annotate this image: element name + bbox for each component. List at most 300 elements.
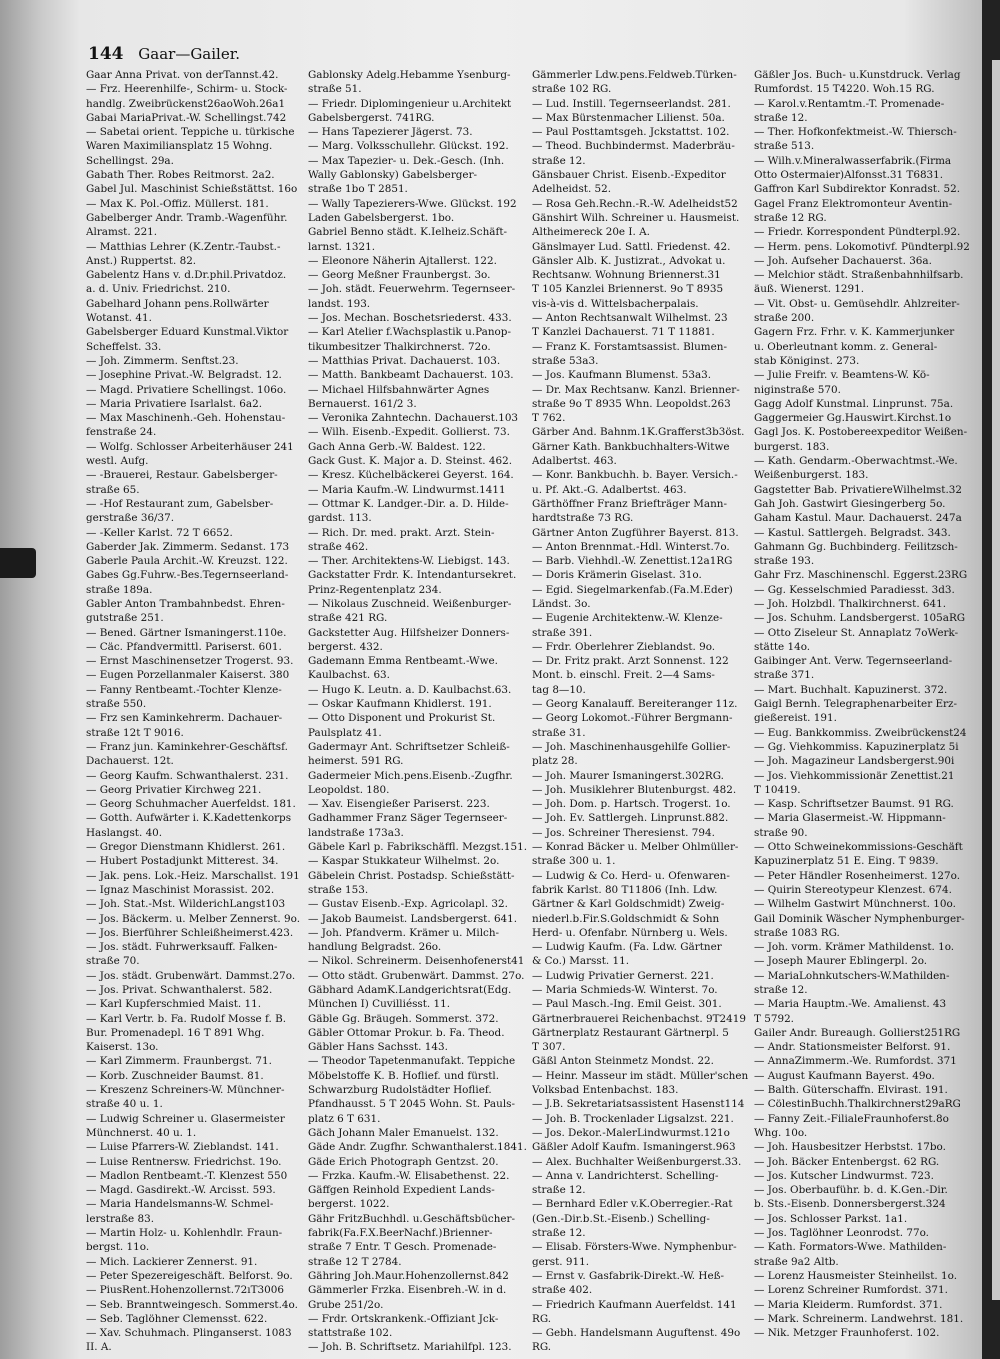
directory-entry-line: Gäbele Karl p. Fabrikschäffl. Mezgst.151. (308, 841, 528, 854)
directory-column-2 (308, 68, 530, 1353)
directory-entry-line: — Joh. B. Trockenlader Ligsalzst. 221. (532, 1112, 734, 1125)
directory-entry-line: — Konr. Bankbuchh. b. Bayer. Versich.- (532, 469, 738, 482)
directory-entry-line: — Egid. Siegelmarkenfab.(Fa.M.Eder) (532, 583, 733, 596)
directory-entry-line: Dachauerst. 12t. (86, 755, 174, 768)
directory-entry-line: straße 550. (86, 698, 147, 711)
directory-entry-line: — Joh. Maschinenhausgehilfe Gollier- (532, 740, 731, 753)
directory-entry-line: Gadhammer Franz Säger Tegernseer- (308, 812, 508, 825)
directory-entry-line: — Alex. Buchhalter Weißenburgerst.33. (532, 1155, 742, 1168)
page-header (88, 44, 240, 68)
directory-entry-line: — Anna v. Landrichterst. Schelling- (532, 1169, 719, 1182)
directory-entry-line: — Gotth. Aufwärter i. K.Kadettenkorps (86, 812, 292, 825)
directory-entry-line: straße 70. (86, 955, 140, 968)
directory-entry-line: T 307. (532, 1041, 566, 1054)
directory-entry-line: — Wilhelm Gastwirt Münchnerst. 10o. (754, 898, 956, 911)
directory-entry-line: straße 193. (754, 555, 815, 568)
directory-entry-line: straße 9a2 Altb. (754, 1255, 839, 1268)
directory-entry-line: Gahr Frz. Maschinenschl. Eggerst.23RG (754, 569, 968, 582)
directory-entry-line: handlung Belgradst. 26o. (308, 941, 442, 954)
directory-entry-line: — Joh. Stat.-Mst. WilderichLangst103 (86, 898, 286, 911)
directory-entry-line: Gäde Erich Photograph Gentzst. 20. (308, 1155, 499, 1168)
directory-entry-line: Otto Ostermaier)Alfonsst.31 T6831. (754, 169, 944, 182)
directory-entry-line: straße 12t T 9016. (86, 726, 184, 739)
directory-entry-line: Gabelsberger Eduard Kunstmal.Viktor (86, 326, 289, 339)
directory-entry-line: Alramst. 221. (86, 226, 158, 239)
directory-entry-line: gutstraße 251. (86, 612, 164, 625)
directory-entry-line: — Luise Pfarrers-W. Zieblandst. 141. (86, 1141, 279, 1154)
directory-entry-line: — Jos. Kutscher Lindwurmst. 723. (754, 1169, 934, 1182)
directory-entry-line: landstraße 173a3. (308, 826, 404, 839)
directory-entry-line: — Gustav Eisenb.-Exp. Agricolapl. 32. (308, 898, 508, 911)
directory-entry-line: Gabler Anton Trambahnbedst. Ehren- (86, 597, 285, 610)
directory-entry-line: — Dr. Fritz prakt. Arzt Sonnenst. 122 (532, 655, 729, 668)
directory-entry-line: burgerst. 183. (754, 440, 830, 453)
directory-entry-line: lerstraße 83. (86, 1212, 155, 1225)
directory-entry-line: — Herm. pens. Lokomotivf. Pündterpl.92 (754, 240, 970, 253)
directory-entry-line: Gabelsbergerst. 741RG. (308, 111, 435, 124)
directory-entry-line: äuß. Wienerst. 1291. (754, 283, 865, 296)
directory-entry-line: Gämmerler Frzka. Eisenbreh.-W. in d. (308, 1284, 507, 1297)
directory-entry-line: Gäßler Adolf Kaufm. Ismaningerst.963 (532, 1141, 736, 1154)
directory-entry-line: — Michael Hilfsbahnwärter Agnes (308, 383, 490, 396)
directory-entry-line: — Gg. Kesselschmied Paradiesst. 3d3. (754, 583, 955, 596)
directory-entry-line: — Wally Tapezierers-Wwe. Glückst. 192 (308, 197, 517, 210)
directory-entry-line: Gabath Ther. Robes Reitmorst. 2a2. (86, 169, 275, 182)
directory-entry-line: heimerst. 591 RG. (308, 755, 404, 768)
directory-entry-line: Laden Gabelsbergerst. 1bo. (308, 211, 455, 224)
directory-entry-line: — Matthias Lehrer (K.Zentr.-Taubst.- (86, 240, 281, 253)
directory-entry-line: Gänshirt Wilh. Schreiner u. Hausmeist. (532, 211, 740, 224)
directory-entry-line: Gäßler Jos. Buch- u.Kunstdruck. Verlag (754, 69, 961, 81)
directory-entry-line: — Friedr. Korrespondent Pündterpl.92. (754, 226, 961, 239)
directory-entry-line: — Georg Lokomot.-Führer Bergmann- (532, 712, 733, 725)
directory-entry-line: — Mich. Lackierer Zennerst. 91. (86, 1255, 258, 1268)
directory-entry-line: — Gg. Viehkommiss. Kapuzinerplatz 5i (754, 740, 959, 753)
directory-entry-line: — Oskar Kaufmann Khidlerst. 191. (308, 698, 492, 711)
directory-entry-line: — Mark. Schreinerm. Landwehrst. 181. (754, 1312, 964, 1325)
directory-entry-line: — Ludwig Privatier Gernerst. 221. (532, 969, 714, 982)
directory-entry-line: Pfandhausst. 5 T 2045 Wohn. St. Pauls- (308, 1098, 515, 1111)
directory-entry-line: — Joh. Hausbesitzer Herbstst. 17bo. (754, 1141, 946, 1154)
directory-entry-line: Gadermeier Mich.pens.Eisenb.-Zugfhr. (308, 769, 513, 782)
directory-column-4 (754, 68, 976, 1353)
directory-entry-line: — Georg Kaufm. Schwanthalerst. 231. (86, 769, 289, 782)
directory-entry-line: — Maria Hauptm.-We. Amalienst. 43 (754, 998, 947, 1011)
directory-entry-line: Gack Gust. K. Major a. D. Steinst. 462. (308, 455, 513, 468)
directory-entry-line: — Martin Holz- u. Kohlenhdlr. Fraun- (86, 1227, 283, 1240)
directory-entry-line: — Hugo K. Leutn. a. D. Kaulbachst.63. (308, 683, 512, 696)
directory-entry-line: platz 6 T 631. (308, 1112, 381, 1125)
directory-entry-line: straße 102 RG. (532, 83, 612, 96)
directory-entry-line: — Eugen Porzellanmaler Kaiserst. 380 (86, 669, 290, 682)
directory-entry-line: Schwarzburg Rudolstädter Hoflief. (308, 1084, 492, 1097)
directory-entry-line: handlg. Zweibrückenst26aoWoh.26a1 (86, 97, 286, 110)
directory-entry-line: fabrik(Fa.F.X.BeerNachf.)Brienner- (308, 1227, 493, 1240)
directory-entry-line: — Jos. Dekor.-MalerLindwurmst.121o (532, 1126, 730, 1139)
directory-entry-line: — Nikol. Schreinerm. Deisenhofenerst41 (308, 955, 525, 968)
directory-entry-line: straße 53a3. (532, 354, 599, 367)
directory-entry-line: — Joh. Dom. p. Hartsch. Trogerst. 1o. (532, 798, 731, 811)
directory-entry-line: — Eugenie Architektenw.-W. Klenze- (532, 612, 723, 625)
directory-entry-line: — Sabetai orient. Teppiche u. türkische (86, 126, 295, 139)
directory-entry-line: Gademann Emma Rentbeamt.-Wwe. (308, 655, 498, 668)
directory-entry-line: — Jos. Privat. Schwanthalerst. 582. (86, 984, 273, 996)
directory-entry-line: u. Oberleutnant komm. z. General- (754, 340, 938, 353)
directory-entry-line: Gagg Adolf Kunstmal. Linprunst. 75a. (754, 397, 954, 410)
directory-entry-line: Kaulbachst. 63. (308, 669, 390, 682)
directory-entry-line: fenstraße 24. (86, 426, 157, 439)
directory-entry-line: Gähring Joh.Maur.Hohenzollernst.842 (308, 1269, 509, 1282)
directory-entry-line: Kaiserst. 13o. (86, 1041, 159, 1054)
directory-entry-line: tag 8—10. (532, 683, 586, 696)
directory-entry-line: — Luise Rentnersw. Friedrichst. 19o. (86, 1155, 282, 1168)
directory-entry-line: niederl.b.Fir.S.Goldschmidt & Sohn (532, 912, 720, 925)
directory-entry-line: Gail Dominik Wäscher Nymphenburger- (754, 912, 965, 925)
directory-entry-line: — Cäc. Pfandvermittl. Pariserst. 601. (86, 640, 282, 653)
directory-entry-line: — Elisab. Försters-Wwe. Nymphenbur- (532, 1241, 737, 1254)
directory-entry-line: — Xav. Schuhmach. Plinganserst. 1083 (86, 1327, 292, 1340)
directory-entry-line: — Ernst Maschinensetzer Trogerst. 93. (86, 655, 294, 668)
directory-entry-line: — Karl Atelier f.Wachsplastik u.Panop- (308, 326, 511, 339)
directory-entry-line: Gäch Johann Maler Emanuelst. 132. (308, 1126, 499, 1139)
directory-entry-line: — Paul Masch.-Ing. Emil Geist. 301. (532, 998, 722, 1011)
directory-entry-line: Gänsbauer Christ. Eisenb.-Expeditor (532, 169, 726, 182)
directory-entry-line: Gärtner & Karl Goldschmidt) Zweig- (532, 898, 725, 911)
binder-clip (0, 548, 36, 578)
directory-entry-line: — Jos. Mechan. Boschetsriederst. 433. (308, 312, 512, 325)
directory-entry-line: — Karl Zimmerm. Fraunbergst. 71. (86, 1055, 272, 1068)
directory-entry-line: straße 300 u. 1. (532, 855, 616, 868)
directory-entry-line: — Julie Freifr. v. Beamtens-W. Kö- (754, 369, 930, 382)
directory-entry-line: — Madlon Rentbeamt.-T. Klenzest 550 (86, 1169, 288, 1182)
directory-entry-line: — -Hof Restaurant zum, Gabelsber- (86, 497, 274, 510)
directory-entry-line: hardtstraße 73 RG. (532, 512, 634, 525)
directory-entry-line: — Joh. Maurer Ismaningerst.302RG. (532, 769, 724, 782)
directory-entry-line: — Josephine Privat.-W. Belgradst. 12. (86, 369, 282, 382)
directory-entry-line: Gäbler Hans Sachsst. 143. (308, 1041, 448, 1054)
directory-entry-line: — Ludwig & Co. Herd- u. Ofenwaren- (532, 869, 730, 882)
directory-entry-line: — Nikolaus Zuschneid. Weißenburger- (308, 597, 512, 610)
directory-entry-line: — Maria Kaufm.-W. Lindwurmst.1411 (308, 483, 506, 496)
directory-entry-line: a. d. Univ. Friedrichst. 210. (86, 283, 231, 296)
directory-entry-line: Gagern Frz. Frhr. v. K. Kammerjunker (754, 326, 955, 339)
directory-entry-line: — Wilh.v.Mineralwasserfabrik.(Firma (754, 154, 952, 167)
directory-entry-line: u. Pf. Akt.-G. Adalbertst. 463. (532, 483, 687, 496)
directory-entry-line: Rechtsanw. Wohnung Briennerst.31 (532, 269, 721, 282)
directory-entry-line: Gäbelein Christ. Postadsp. Schießstätt- (308, 869, 515, 882)
directory-entry-line: — Kath. Gendarm.-Oberwachtmst.-We. (754, 455, 958, 468)
directory-entry-line: — Frzka. Kaufm.-W. Elisabethenst. 22. (308, 1169, 510, 1182)
directory-entry-line: RG. (532, 1341, 552, 1353)
directory-entry-line: Möbelstoffe K. B. Hoflief. und fürstl. (308, 1069, 500, 1082)
directory-entry-line: — Jos. Bierführer Schleißheimerst.423. (86, 926, 294, 939)
directory-entry-line: Gaffron Karl Subdirektor Konradst. 52. (754, 183, 961, 196)
directory-entry-line: — Ignaz Maschinist Morassist. 202. (86, 883, 275, 896)
directory-entry-line: T 5792. (754, 1012, 794, 1025)
directory-entry-line: — Magd. Gasdirekt.-W. Arcisst. 593. (86, 1184, 276, 1197)
directory-entry-line: fabrik Karlst. 80 T11806 (Inh. Ldw. (532, 883, 718, 896)
directory-entry-line: Volksbad Entenbachst. 183. (532, 1084, 679, 1097)
directory-column-3 (532, 68, 754, 1353)
directory-entry-line: — Otto städt. Grubenwärt. Dammst. 27o. (308, 969, 525, 982)
directory-entry-line: — PiusRent.Hohenzollernst.72ıT3006 (86, 1284, 284, 1297)
directory-entry-line: — Lud. Instill. Tegernseerlandst. 281. (532, 97, 731, 110)
directory-entry-line: straße 462. (308, 540, 369, 553)
directory-entry-line: Gärber And. Bahnm.1K.Grafferst3b3öst. (532, 426, 745, 439)
directory-entry-line: — Gebh. Handelsmann Auguftenst. 49o (532, 1327, 741, 1340)
directory-entry-line: Gagl Jos. K. Postobereexpeditor Weißen- (754, 426, 968, 439)
directory-entry-line: straße 189a. (86, 583, 153, 596)
directory-entry-line: straße 12. (754, 984, 808, 996)
directory-entry-line: niginstraße 570. (754, 383, 841, 396)
directory-entry-line: — Maria Privatiere Isarlalst. 6a2. (86, 397, 263, 410)
directory-entry-line: Gabelhard Johann pens.Rollwärter (86, 297, 269, 310)
directory-entry-line: — Georg Kanalauff. Bereiteranger 11z. (532, 698, 738, 711)
directory-entry-line: — Kasp. Schriftsetzer Baumst. 91 RG. (754, 798, 954, 811)
directory-entry-line: — Jakob Baumeist. Landsbergerst. 641. (308, 912, 518, 925)
directory-entry-line: — Jos. Viehkommissionär Zenettist.21 (754, 769, 955, 782)
directory-entry-line: Gärtnerbrauerei Reichenbachst. 9T2419 (532, 1012, 746, 1025)
directory-entry-line: Altheimereck 20e I. A. (532, 226, 650, 239)
directory-entry-line: straße 421 RG. (308, 612, 388, 625)
directory-entry-line: Gabel Jul. Maschinist Schießstättst. 16o (86, 183, 298, 196)
directory-entry-line: — CölestinBuchh.Thalkirchnerst29aRG (754, 1098, 961, 1111)
directory-entry-line: — Georg Meßner Fraunbergst. 3o. (308, 269, 491, 282)
running-title: Gaar—Gailer. (138, 45, 241, 63)
next-page-edge (982, 0, 1000, 1359)
directory-entry-line: straße 12. (532, 1184, 586, 1197)
directory-entry-line: — Jos. Taglöhner Leonrodst. 77o. (754, 1227, 929, 1240)
directory-entry-line: — Joh. Zimmerm. Senftst.23. (86, 354, 239, 367)
directory-entry-line: Paulsplatz 41. (308, 726, 382, 739)
directory-entry-line: bergst. 11o. (86, 1241, 150, 1254)
directory-entry-line: — Ther. Architektens-W. Liebigst. 143. (308, 555, 510, 568)
directory-entry-line: Adalbertst. 463. (532, 455, 617, 468)
directory-entry-line: Gäßl Anton Steinmetz Mondst. 22. (532, 1055, 714, 1068)
directory-entry-line: München I) Cuvilliésst. 11. (308, 998, 451, 1011)
directory-entry-line: — Frdr. Ortskrankenk.-Offiziant Jck- (308, 1312, 499, 1325)
directory-entry-line: Gäffgen Reinhold Expedient Lands- (308, 1184, 495, 1197)
directory-entry-line: Gäbler Ottomar Prokur. b. Fa. Theod. (308, 1026, 505, 1039)
directory-entry-line: Gackstatter Frdr. K. Intendantursekret. (308, 569, 517, 582)
directory-entry-line: Gabriel Benno städt. K.Ielheiz.Schäft- (308, 226, 508, 239)
directory-entry-line: — Vit. Obst- u. Gemüsehdlr. Ahlzreiter- (754, 297, 960, 310)
directory-entry-line: (Gen.-Dir.b.St.-Eisenb.) Schelling- (532, 1212, 710, 1225)
directory-entry-line: Gärtnerplatz Restaurant Gärtnerpl. 5 (532, 1026, 729, 1039)
directory-entry-line: Schellingst. 29a. (86, 154, 174, 167)
directory-entry-line: — Peter Händler Rosenheimerst. 127o. (754, 869, 961, 882)
directory-entry-line: — Otto Ziseleur St. Annaplatz 7oWerk- (754, 626, 959, 639)
directory-entry-line: — Gregor Dienstmann Khidlerst. 261. (86, 841, 286, 854)
directory-entry-line: straße 402. (532, 1284, 593, 1297)
directory-entry-line: — Jos. Bäckerm. u. Melber Zennerst. 9o. (86, 912, 301, 925)
directory-entry-line: — Seb. Taglöhner Clemensst. 622. (86, 1312, 268, 1325)
directory-entry-line: — Maria Handelsmanns-W. Schmel- (86, 1198, 274, 1211)
directory-entry-line: Gach Anna Gerb.-W. Baldest. 122. (308, 440, 486, 453)
directory-entry-line: straße 513. (754, 140, 815, 153)
directory-entry-line: — Seb. Branntweingesch. Sommerst.4o. (86, 1298, 298, 1311)
directory-entry-line: Gänsler Alb. K. Justizrat., Advokat u. (532, 254, 726, 267)
directory-entry-line: — Korb. Zuschneider Baumst. 81. (86, 1069, 264, 1082)
directory-entry-line: — Marg. Volksschullehr. Glückst. 192. (308, 140, 509, 153)
directory-entry-line: Gämmerler Ldw.pens.Feldweb.Türken- (532, 69, 737, 81)
directory-entry-line: Gailer Andr. Bureaugh. Gollierst251RG (754, 1026, 961, 1039)
directory-entry-line: larnst. 1321. (308, 240, 376, 253)
directory-entry-line: — J.B. Sekretariatsassistent Hasenst114 (532, 1098, 745, 1111)
directory-entry-line: — Fanny Zeit.-FilialeFraunhoferst.8o (754, 1112, 949, 1125)
directory-entry-line: — Bened. Gärtner Ismaningerst.110e. (86, 626, 287, 639)
directory-entry-line: — Max K. Pol.-Offiz. Müllerst. 181. (86, 197, 269, 210)
directory-column-1 (86, 68, 308, 1353)
directory-entry-line: — Jos. städt. Grubenwärt. Dammst.27o. (86, 969, 296, 982)
directory-entry-line: — Georg Schuhmacher Auerfeldst. 181. (86, 798, 296, 811)
directory-entry-line: Whg. 10o. (754, 1126, 808, 1139)
directory-entry-line: — Rosa Geh.Rechn.-R.-W. Adelheidst52 (532, 197, 738, 210)
directory-entry-line: — Frz. Heerenhilfe-, Schirm- u. Stock- (86, 83, 288, 96)
directory-entry-line: straße 371. (754, 669, 815, 682)
directory-entry-line: — Joh. Magazineur Landsbergerst.90i (754, 755, 955, 768)
directory-entry-line: gerstraße 36/37. (86, 512, 175, 525)
directory-entry-line: bergerst. 1022. (308, 1198, 390, 1211)
directory-entry-line: — Dr. Max Rechtsanw. Kanzl. Brienner- (532, 383, 740, 396)
directory-entry-line: Gaibinger Ant. Verw. Tegernseerland- (754, 655, 953, 668)
directory-entry-line: Gänslmayer Lud. Sattl. Friedenst. 42. (532, 240, 731, 253)
directory-entry-line: Gabelberger Andr. Tramb.-Wagenführ. (86, 211, 288, 224)
directory-entry-line: Gaggermeier Gg.Hauswirt.Kirchst.1o (754, 412, 952, 425)
directory-entry-line: Wally Gablonsky) Gabelsberger- (308, 169, 478, 182)
directory-entry-line: gerst. 911. (532, 1255, 590, 1268)
directory-entry-line: — Nik. Metzger Fraunhoferst. 102. (754, 1327, 940, 1340)
directory-entry-line: straße 12. (532, 1227, 586, 1240)
directory-entry-line: — Theod. Buchbindermst. Maderbräu- (532, 140, 735, 153)
directory-entry-line: Kapuzinerplatz 51 E. Eing. T 9839. (754, 855, 939, 868)
directory-entry-line: T 762. (532, 412, 566, 425)
directory-entry-line: — Kastul. Sattlergeh. Belgradst. 343. (754, 526, 951, 539)
directory-entry-line: T 105 Kanzlei Briennerst. 9o T 8935 (532, 283, 724, 296)
directory-entry-line: — Ludwig Schreiner u. Glasermeister (86, 1112, 285, 1125)
directory-entry-line: gießereist. 191. (754, 712, 837, 725)
directory-entry-line: — Lorenz Hausmeister Steinheilst. 1o. (754, 1269, 958, 1282)
directory-entry-line: Gabelentz Hans v. d.Dr.phil.Privatdoz. (86, 269, 287, 282)
directory-entry-line: tikumbesitzer Thalkirchnerst. 72o. (308, 340, 491, 353)
directory-entry-line: — -Keller Karlst. 72 T 6652. (86, 526, 233, 539)
directory-entry-line: — Kaspar Stukkateur Wilhelmst. 2o. (308, 855, 500, 868)
directory-entry-line: Gärthöffner Franz Briefträger Mann- (532, 497, 727, 510)
directory-entry-line: — Ther. Hofkonfektmeist.-W. Thiersch- (754, 126, 957, 139)
directory-entry-line: — Karol.v.Rentamtm.-T. Promenade- (754, 97, 945, 110)
directory-entry-line: — Veronika Zahntechn. Dachauerst.103 (308, 412, 519, 425)
directory-entry-line: — Maria Kleiderm. Rumfordst. 371. (754, 1298, 943, 1311)
directory-entry-line: — Max Bürstenmacher Lilienst. 50a. (532, 111, 725, 124)
directory-entry-line: — Eleonore Näherin Ajtallerst. 122. (308, 254, 497, 267)
directory-entry-line: — Theodor Tapetenmanufakt. Teppiche (308, 1055, 516, 1068)
directory-entry-line: straße 1bo T 2851. (308, 183, 408, 196)
directory-entry-line: — Friedr. Diplomingenieur u.Architekt (308, 97, 512, 110)
directory-entry-line: straße 153. (308, 883, 369, 896)
directory-entry-line: landst. 193. (308, 297, 371, 310)
directory-entry-line: Wotanst. 41. (86, 312, 152, 325)
directory-entry-line: — Rich. Dr. med. prakt. Arzt. Stein- (308, 526, 495, 539)
directory-entry-line: straße 1083 RG. (754, 926, 840, 939)
edge-strip (992, 60, 1000, 1300)
directory-entry-line: Gärtner Anton Zugführer Bayerst. 813. (532, 526, 739, 539)
directory-entry-line: straße 65. (86, 483, 140, 496)
directory-entry-line: straße 200. (754, 312, 815, 325)
directory-entry-line: platz 28. (532, 755, 578, 768)
directory-entry-line: — Lorenz Schreiner Rumfordst. 371. (754, 1284, 948, 1297)
directory-entry-line: — AnnaZimmerm.-We. Rumfordst. 371 (754, 1055, 957, 1068)
directory-entry-line: Münchnerst. 40 u. 1. (86, 1126, 197, 1139)
directory-entry-line: straße 12 RG. (754, 211, 827, 224)
directory-entry-line: Gablonsky Adelg.Hebamme Ysenburg- (308, 69, 511, 81)
directory-entry-line: straße 40 u. 1. (86, 1098, 163, 1111)
directory-entry-line: Gaigl Bernh. Telegraphenarbeiter Erz- (754, 698, 957, 711)
directory-entry-line: Haslangst. 40. (86, 826, 163, 839)
directory-entry-line: — Joh. Ev. Sattlergeh. Linprunst.882. (532, 812, 729, 825)
directory-entry-line: — Joh. B. Schriftsetz. Mariahilfpl. 123. (308, 1341, 512, 1353)
directory-entry-line: straße 90. (754, 826, 808, 839)
directory-entry-line: — Georg Privatier Kirchweg 221. (86, 783, 262, 796)
directory-entry-line: straße 31. (532, 726, 586, 739)
directory-entry-line: — Franz K. Forstamtsassist. Blumen- (532, 340, 727, 353)
directory-entry-line: — Max Maschinenh.-Geh. Hohenstau- (86, 412, 286, 425)
directory-entry-line: Gabes Gg.Fuhrw.-Bes.Tegernseerland- (86, 569, 289, 582)
directory-entry-line: Grube 251/2o. (308, 1298, 384, 1311)
directory-entry-line: vis-à-vis d. Wittelsbacherpalais. (532, 297, 699, 310)
directory-entry-line: — Ernst v. Gasfabrik-Direkt.-W. Heß- (532, 1269, 725, 1282)
directory-entry-line: — Melchior städt. Straßenbahnhilfsarb. (754, 269, 964, 282)
directory-entry-line: T Kanzlei Dachauerst. 71 T 11881. (532, 326, 715, 339)
directory-entry-line: — Joh. Holzbdl. Thalkirchnerst. 641. (754, 597, 947, 610)
directory-entry-line: — Joh. städt. Feuerwehrm. Tegernseer- (308, 283, 516, 296)
directory-entry-line: — Maria Schmieds-W. Winterst. 7o. (532, 984, 718, 996)
directory-entry-line: — Otto Schweinekommissions-Geschäft (754, 841, 963, 854)
directory-entry-line: Leopoldst. 180. (308, 783, 390, 796)
directory-entry-line: Ländst. 3o. (532, 597, 591, 610)
directory-entry-line: — Heinr. Masseur im städt. Müller'schen (532, 1069, 749, 1082)
directory-entry-line: — Bernhard Edler v.K.Oberregier.-Rat (532, 1198, 733, 1211)
directory-entry-line: — Joh. Aufseher Dachauerst. 36a. (754, 254, 932, 267)
directory-entry-line: stätte 14o. (754, 640, 811, 653)
directory-entry-line: Waren Maximiliansplatz 15 Wohng. (86, 140, 273, 153)
directory-entry-line: westl. Aufg. (86, 455, 149, 468)
directory-entry-line: bergerst. 432. (308, 640, 383, 653)
directory-entry-line: b. Sts.-Eisenb. Donnersbergerst.324 (754, 1198, 946, 1211)
directory-entry-line: — Friedrich Kaufmann Auerfeldst. 141 (532, 1298, 737, 1311)
directory-columns (86, 68, 978, 1353)
directory-entry-line: Gaham Kastul. Maur. Dachauerst. 247a (754, 512, 962, 525)
directory-entry-line: — Paul Posttamtsgeh. Jckstattst. 102. (532, 126, 730, 139)
directory-entry-line: Gäble Gg. Bräugeh. Sommerst. 372. (308, 1012, 499, 1025)
directory-entry-line: Herd- u. Ofenfabr. Nürnberg u. Wels. (532, 926, 728, 939)
directory-entry-line: stab Königinst. 273. (754, 354, 860, 367)
directory-entry-line: Gagel Franz Elektromonteur Aventin- (754, 197, 953, 210)
directory-entry-line: — Wilh. Eisenb.-Expedit. Gollierst. 73. (308, 426, 510, 439)
directory-entry-line: — Barb. Viehhdl.-W. Zenettist.12a1RG (532, 555, 733, 568)
directory-entry-line: Gäbhard AdamK.Landgerichtsrat(Edg. (308, 984, 512, 996)
directory-entry-line: — Hubert Postadjunkt Mitterest. 34. (86, 855, 279, 868)
directory-entry-line: — Wolfg. Schlosser Arbeiterhäuser 241 (86, 440, 294, 453)
directory-entry-line: — Mart. Buchhalt. Kapuzinerst. 372. (754, 683, 948, 696)
directory-entry-line: — Peter Spezereigeschäft. Belforst. 9o. (86, 1269, 293, 1282)
directory-entry-line: — Karl Kupferschmied Maist. 11. (86, 998, 262, 1011)
directory-entry-line: straße 12. (532, 154, 586, 167)
directory-entry-line: — Magd. Privatiere Schellingst. 106o. (86, 383, 287, 396)
directory-entry-line: — Maria Glasermeist.-W. Hippmann- (754, 812, 946, 825)
directory-entry-line: — Karl Vertr. b. Fa. Rudolf Mosse f. B. (86, 1012, 287, 1025)
page-number: 144 (88, 44, 124, 64)
directory-entry-line: — Jos. Kaufmann Blumenst. 53a3. (532, 369, 712, 382)
